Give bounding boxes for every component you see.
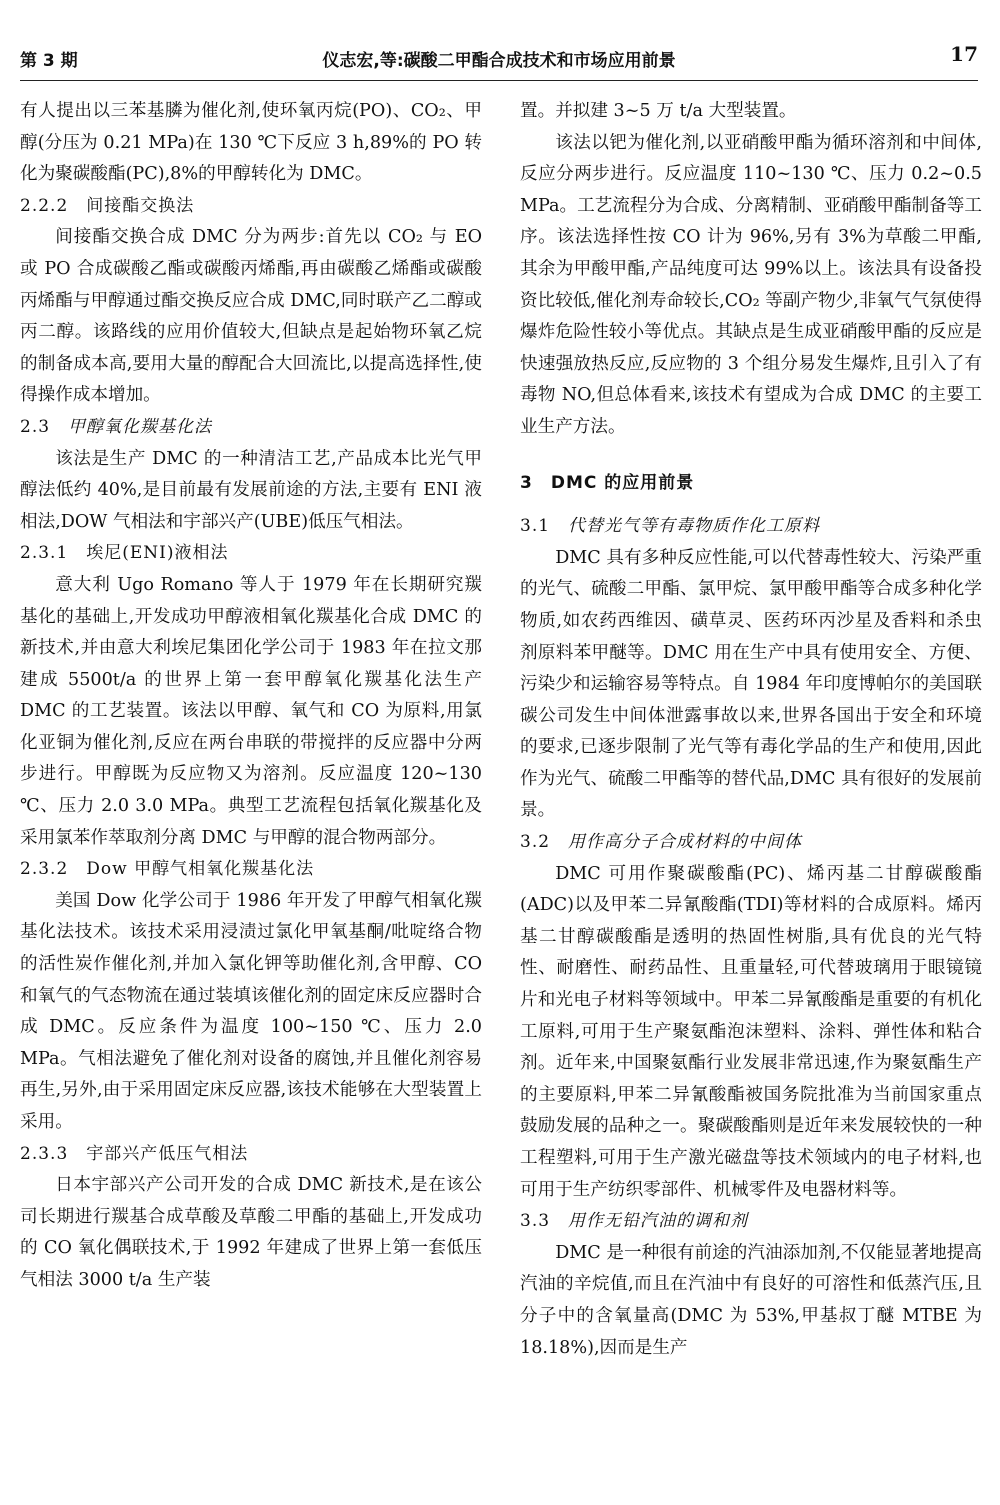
section-heading-3-2 [520,827,982,859]
paragraph: DMC 是一种很有前途的汽油添加剂,不仅能显著地提高汽油的辛烷值,而且在汽油中有良好的可溶性和低蒸汽压,且分子中的含氧量高(DMC 为 53%,甲基叔丁醚 MTBE 为 18.18%),因而是生产 [520,1242,982,1358]
section-heading-2-3 [20,412,482,444]
left-column [20,96,482,1297]
section-heading-2-3-1 [20,538,482,570]
running-header [20,38,978,81]
paragraph: 置。并拟建 3~5 万 t/a 大型装置。 [520,101,797,121]
section-number: 2.2.2 [20,195,69,216]
section-heading-3-1 [520,511,982,543]
section-number: 2.3.2 [20,859,69,880]
paragraph: 意大利 Ugo Romano 等人于 1979 年在长期研究羰基化的基础上,开发成功甲醇液相氧化羰基化合成 DMC 的新技术,并由意大利埃尼集团化学公司于 1983 年在拉文那建成 5500t/a 的世界上第一套甲醇氧化羰基化法生产 DMC 的工艺装置。该法以甲醇、氧气和 CO 为原料,用氯化亚铜为催化剂,反应在两台串联的带搅拌的反应器中分两步进行。甲醇既为反应物又为溶剂。反应温度 120~130 ℃、压力 2.0 3.0 MPa。典型工艺流程包括氧化羰基化及采用氯苯作萃取剂分离 DMC 与甲醇的混合物两部分。 [20,574,482,848]
section-title: 代替光气等有毒物质作化工原料 [568,516,821,537]
section-number: 2.3 [20,416,51,437]
page-number: 17 [950,42,978,66]
section-number: 3.2 [520,832,551,853]
section-title: 甲醇氧化羰基化法 [68,416,213,437]
issue-label: 第 3 期 [20,51,78,71]
section-number: 3.3 [520,1211,551,1232]
section-heading-2-2-2 [20,191,482,223]
paragraph: 间接酯交换合成 DMC 分为两步:首先以 CO₂ 与 EO 或 PO 合成碳酸乙酯或碳酸丙烯酯,再由碳酸乙烯酯或碳酸丙烯酯与甲醇通过酯交换反应合成 DMC,同时联产乙二醇或丙二醇。该路线的应用价值较大,但缺点是起始物环氧乙烷的制备成本高,要用大量的醇配合大回流比,以提高选择性,使得操作成本增加。 [20,227,482,406]
paragraph: 有人提出以三苯基膦为催化剂,使环氧丙烷(PO)、CO₂、甲醇(分压为 0.21 MPa)在 130 ℃下反应 3 h,89%的 PO 转化为聚碳酸酯(PC),8%的甲醇转化为 DMC。 [20,101,482,185]
section-title: 用作无铅汽油的调和剂 [568,1211,749,1232]
paragraph: DMC 可用作聚碳酸酯(PC)、烯丙基二甘醇碳酸酯(ADC)以及甲苯二异氰酸酯(TDI)等材料的合成原料。烯丙基二甘醇碳酸酯是透明的热固性树脂,具有优良的光气特性、耐磨性、耐药品性、且重量轻,可代替玻璃用于眼镜镜片和光电子材料等领域中。甲苯二异氰酸酯是重要的有机化工原料,可用于生产聚氨酯泡沫塑料、涂料、弹性体和粘合剂。近年来,中国聚氨酯行业发展非常迅速,作为聚氨酯生产的主要原料,甲苯二异氰酸酯被国务院批准为当前国家重点鼓励发展的品种之一。聚碳酸酯则是近年来发展较快的一种工程塑料,可用于生产激光磁盘等技术领域内的电子材料,也可用于生产纺织零部件、机械零件及电器材料等。 [520,863,982,1200]
spacer [520,444,982,458]
section-number: 3.1 [520,516,551,537]
section-title: DMC 的应用前景 [550,472,695,493]
paragraph: 日本宇部兴产公司开发的合成 DMC 新技术,是在该公司长期进行羰基合成草酸及草酸二甲酯的基础上,开发成功的 CO 氧化偶联技术,于 1992 年建成了世界上第一套低压气相法 3000 t/a 生产装 [20,1175,482,1290]
right-column [520,96,982,1364]
paragraph: 该法是生产 DMC 的一种清洁工艺,产品成本比光气甲醇法低约 40%,是目前最有发展前途的方法,主要有 ENI 液相法,DOW 气相法和宇部兴产(UBE)低压气相法。 [20,448,482,532]
paragraph: 美国 Dow 化学公司于 1986 年开发了甲醇气相氧化羰基化法技术。该技术采用浸渍过氯化甲氧基酮/吡啶络合物的活性炭作催化剂,并加入氯化钾等助催化剂,含甲醇、CO 和氧气的气态物流在通过装填该催化剂的固定床反应器时合成 DMC。反应条件为温度 100~150 ℃、压力 2.0 MPa。气相法避免了催化剂对设备的腐蚀,并且催化剂容易再生,另外,由于采用固定床反应器,该技术能够在大型装置上采用。 [20,890,482,1132]
section-number: 2.3.3 [20,1143,69,1164]
section-heading-2-3-3 [20,1139,482,1171]
paragraph: 该法以钯为催化剂,以亚硝酸甲酯为循环溶剂和中间体,反应分两步进行。反应温度 110~130 ℃、压力 0.2~0.5 MPa。工艺流程分为合成、分离精制、亚硝酸甲酯制备等工序。该法选择性按 CO 计为 96%,另有 3%为草酸二甲酯,其余为甲酸甲酯,产品纯度可达 99%以上。该法具有设备投资比较低,催化剂寿命较长,CO₂ 等副产物少,非氧气气氛使得爆炸危险性较小等优点。其缺点是生成亚硝酸甲酯的反应是快速强放热反应,反应物的 3 个组分易发生爆炸,且引入了有毒物 NO,但总体看来,该技术有望成为合成 DMC 的主要工业生产方法。 [520,132,982,437]
section-number: 3 [520,472,533,493]
section-title: 埃尼(ENI)液相法 [86,543,229,564]
section-title: 宇部兴产低压气相法 [86,1143,249,1164]
section-title: 用作高分子合成材料的中间体 [568,832,803,853]
section-heading-3-3 [520,1206,982,1238]
section-heading-3 [520,468,982,500]
section-heading-2-3-2 [20,854,482,886]
section-title: Dow 甲醇气相氧化羰基化法 [86,859,315,880]
section-number: 2.3.1 [20,543,69,564]
running-title: 仪志宏,等:碳酸二甲酯合成技术和市场应用前景 [322,51,676,71]
paragraph: DMC 具有多种反应性能,可以代替毒性较大、污染严重的光气、硫酸二甲酯、氯甲烷、氯甲酸甲酯等合成多种化学物质,如农药西维因、磺草灵、医药环丙沙星及香料和杀虫剂原料苯甲醚等。DMC 用在生产中具有使用安全、方便、污染少和运输容易等特点。自 1984 年印度博帕尔的美国联碳公司发生中间体泄露事故以来,世界各国出于安全和环境的要求,已逐步限制了光气等有毒化学品的生产和使用,因此作为光气、硫酸二甲酯等的替代品,DMC 具有很好的发展前景。 [520,547,982,821]
section-title: 间接酯交换法 [86,195,195,216]
